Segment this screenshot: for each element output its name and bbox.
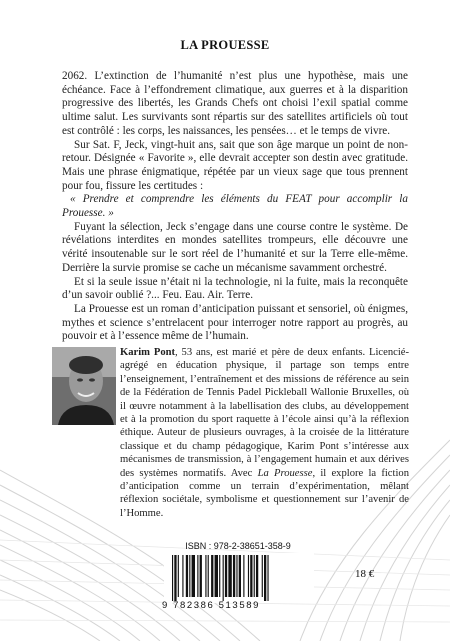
barcode-bar <box>223 555 224 601</box>
barcode-bar <box>205 555 206 597</box>
barcode <box>164 553 314 603</box>
barcode-bar <box>219 555 220 597</box>
barcode-bar <box>264 555 266 601</box>
blurb-paragraph: Et si la seule issue n’était ni la technologie, ni la fuite, mais la reconquête d’un savoir oublié ?... Feu. Eau. Air. Terre. <box>62 275 408 302</box>
barcode-bar <box>256 555 258 597</box>
barcode-bar <box>243 555 244 597</box>
barcode-bar <box>254 555 255 597</box>
barcode-bar <box>250 555 252 597</box>
barcode-bar <box>172 555 173 601</box>
bio-text-end: , il explore la fiction d’anticipation comme un terrain d’expérimentation, mêlant réflexion sociétale, symbolisme et questionnement sur l’avenir de l’Homme. <box>120 467 409 519</box>
author-bio <box>52 346 409 520</box>
back-cover-blurb <box>62 70 408 344</box>
bio-text: , 53 ans, est marié et père de deux enfants. Licencié-agrégé en éducation physique, il partage son temps entre l’enseignement, l’entraînement et des missions de référence au sein de la Fédération de Tennis Padel Pickleball Wallonie Bruxelles, où il œuvre notamment à la labellisation des clubs, au développement et à la promotion du sport raquette à l’école ainsi qu’à la réflexion éthique. Auteur de plusieurs ouvrages, à la croisée de la littérature classique et du champ pédagogique, Karim Pont s’intéresse aux mécanismes de transmission, à l’engagement humain et aux dérives des systèmes normatifs. Avec <box>120 347 410 479</box>
barcode-bar <box>192 555 195 597</box>
barcode-bar <box>233 555 235 597</box>
barcode-bar <box>262 555 263 597</box>
barcode-bar <box>267 555 268 601</box>
blurb-paragraph: Fuyant la sélection, Jeck s’engage dans une course contre le système. De révélations interdites en mondes satellites trompeurs, elle découvre une vérité insoutenable sur le sort réel de l’humanité et sur la Terre elle-même. Derrière la survie promise se cache un mécanisme savamment orchestré. <box>62 220 408 274</box>
barcode-bar <box>182 555 183 597</box>
author-name: Karim Pont <box>120 347 176 358</box>
barcode-bar <box>174 555 176 601</box>
barcode-bar <box>178 555 179 597</box>
barcode-bar <box>215 555 218 597</box>
isbn-label: ISBN : 978-2-38651-358-9 <box>185 541 291 551</box>
barcode-bar <box>186 555 188 597</box>
bio-book-title: La Prouesse <box>257 467 313 479</box>
barcode-digits: 9 782386 513589 <box>162 600 260 611</box>
barcode-bar <box>197 555 198 597</box>
blurb-paragraph: La Prouesse est un roman d’anticipation puissant et sensoriel, où énigmes, mythes et science s’entrelacent pour interroger notre rapport au progrès, au pouvoir et à l’essence même de l’humain. <box>62 302 408 343</box>
barcode-bar <box>248 555 249 597</box>
barcode-bar <box>208 555 209 597</box>
barcode-bar <box>239 555 241 597</box>
barcode-bar <box>225 555 227 597</box>
barcode-bar <box>200 555 202 597</box>
barcode-bar <box>236 555 237 597</box>
barcode-bar <box>211 555 213 597</box>
barcode-bar <box>228 555 231 597</box>
blurb-paragraph: 2062. L’extinction de l’humanité n’est plus une hypothèse, mais une échéance. Face à l’effondrement climatique, aux guerres et à la disparition progressive des libertés, les Grands Chefs ont choisi l’exil spatial comme ultime salut. Les survivants sont répartis sur des satellites artificiels où tout est contrôlé : les corps, les naissances, les pensées… et le temps de vivre. <box>62 70 408 137</box>
blurb-quote: « Prendre et comprendre les éléments du FEAT pour accomplir la Prouesse. » <box>62 193 408 220</box>
blurb-paragraph: Sur Sat. F, Jeck, vingt-huit ans, sait que son âge marque un point de non-retour. Désignée « Favorite », elle devrait accepter son destin avec gratitude. Mais une phrase énigmatique, répétée par un vieux sage que tous prennent pour fou, fissure les certitudes : <box>62 138 408 192</box>
price: 18 € <box>355 568 375 580</box>
photo-spacer <box>52 346 120 514</box>
book-title: LA PROUESSE <box>180 38 270 52</box>
barcode-bar <box>189 555 190 597</box>
